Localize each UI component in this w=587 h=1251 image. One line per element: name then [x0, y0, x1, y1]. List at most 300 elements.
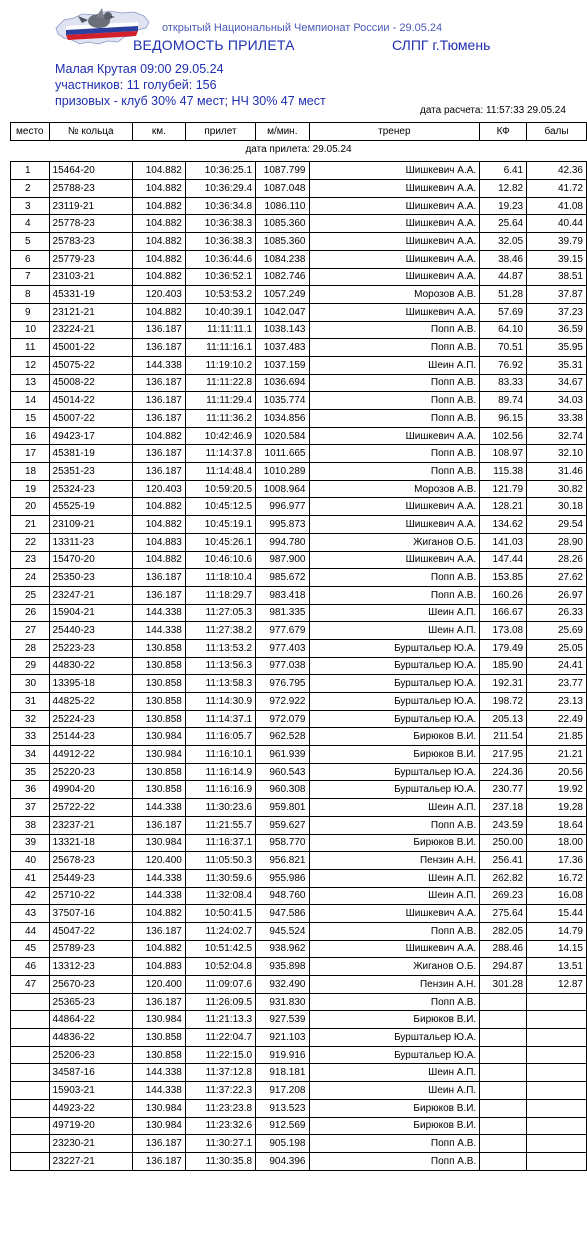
cell-arrival-time: 11:11:16.1: [185, 339, 255, 357]
cell-km: 104.882: [133, 516, 186, 534]
cell-score: 17.36: [527, 852, 587, 870]
prizes-info: призовых - клуб 30% 47 мест; НЧ 30% 47 мест: [55, 94, 326, 108]
cell-kf: 38.46: [480, 250, 527, 268]
cell-kf: 192.31: [480, 675, 527, 693]
cell-kf: 102.56: [480, 427, 527, 445]
cell-kf: 147.44: [480, 551, 527, 569]
cell-arrival-time: 10:42:46.9: [185, 427, 255, 445]
cell-score: 12.87: [527, 976, 587, 994]
cell-score: 37.87: [527, 286, 587, 304]
cell-ring-number: 25206-23: [49, 1046, 132, 1064]
cell-ring-number: 23237-21: [49, 816, 132, 834]
table-row: [11, 286, 587, 304]
cell-kf: 205.13: [480, 710, 527, 728]
cell-score: 26.97: [527, 586, 587, 604]
cell-place: 39: [11, 834, 50, 852]
cell-place: 23: [11, 551, 50, 569]
cell-score: 32.10: [527, 445, 587, 463]
cell-km: 130.984: [133, 728, 186, 746]
table-row: [11, 321, 587, 339]
cell-speed: 948.760: [256, 887, 309, 905]
cell-score: [527, 993, 587, 1011]
cell-trainer: Бурштальер Ю.А.: [309, 710, 480, 728]
table-row: [11, 1152, 587, 1170]
cell-ring-number: 15904-21: [49, 604, 132, 622]
cell-score: 38.51: [527, 268, 587, 286]
cell-trainer: Попп А.В.: [309, 569, 480, 587]
cell-kf: [480, 1099, 527, 1117]
cell-kf: 141.03: [480, 533, 527, 551]
cell-arrival-time: 11:26:09.5: [185, 993, 255, 1011]
cell-place: 35: [11, 763, 50, 781]
table-row: [11, 445, 587, 463]
cell-km: 104.883: [133, 958, 186, 976]
cell-ring-number: 25223-23: [49, 639, 132, 657]
cell-score: 19.92: [527, 781, 587, 799]
cell-place: 46: [11, 958, 50, 976]
cell-trainer: Шишкевич А.А.: [309, 303, 480, 321]
club-name: СЛПГ г.Тюмень: [392, 37, 491, 53]
cell-ring-number: 44825-22: [49, 693, 132, 711]
cell-place: 2: [11, 180, 50, 198]
cell-place: 20: [11, 498, 50, 516]
cell-arrival-time: 10:59:20.5: [185, 480, 255, 498]
cell-ring-number: 25351-23: [49, 463, 132, 481]
cell-arrival-time: 11:22:04.7: [185, 1029, 255, 1047]
cell-trainer: Пензин А.Н.: [309, 976, 480, 994]
cell-speed: 1036.694: [256, 374, 309, 392]
cell-kf: 96.15: [480, 410, 527, 428]
cell-score: 25.69: [527, 622, 587, 640]
cell-kf: 179.49: [480, 639, 527, 657]
cell-trainer: Бурштальер Ю.А.: [309, 675, 480, 693]
cell-arrival-time: 11:27:05.3: [185, 604, 255, 622]
cell-kf: [480, 1046, 527, 1064]
cell-trainer: Шеин А.П.: [309, 622, 480, 640]
cell-kf: 83.33: [480, 374, 527, 392]
column-header-kf: КФ: [480, 123, 527, 141]
cell-km: 130.858: [133, 675, 186, 693]
cell-trainer: Бирюков В.И.: [309, 834, 480, 852]
cell-kf: 32.05: [480, 233, 527, 251]
cell-ring-number: 37507-16: [49, 905, 132, 923]
cell-place: 40: [11, 852, 50, 870]
cell-speed: 977.679: [256, 622, 309, 640]
cell-km: 120.403: [133, 480, 186, 498]
cell-km: 144.338: [133, 1064, 186, 1082]
cell-arrival-time: 10:53:53.2: [185, 286, 255, 304]
cell-arrival-time: 11:19:10.2: [185, 356, 255, 374]
cell-speed: 995.873: [256, 516, 309, 534]
cell-place: 22: [11, 533, 50, 551]
cell-score: [527, 1117, 587, 1135]
cell-place: 38: [11, 816, 50, 834]
cell-ring-number: 44864-22: [49, 1011, 132, 1029]
cell-arrival-time: 11:11:11.1: [185, 321, 255, 339]
cell-place: 7: [11, 268, 50, 286]
cell-speed: 945.524: [256, 922, 309, 940]
cell-km: 130.984: [133, 1117, 186, 1135]
cell-place: 27: [11, 622, 50, 640]
cell-km: 136.187: [133, 321, 186, 339]
cell-kf: 44.87: [480, 268, 527, 286]
cell-score: 21.21: [527, 746, 587, 764]
table-row: [11, 427, 587, 445]
cell-trainer: Шишкевич А.А.: [309, 427, 480, 445]
table-row: [11, 799, 587, 817]
cell-ring-number: 45047-22: [49, 922, 132, 940]
cell-km: 144.338: [133, 622, 186, 640]
cell-kf: 51.28: [480, 286, 527, 304]
table-row: [11, 374, 587, 392]
cell-km: 136.187: [133, 993, 186, 1011]
cell-trainer: Шишкевич А.А.: [309, 940, 480, 958]
cell-arrival-time: 10:36:52.1: [185, 268, 255, 286]
cell-km: 104.882: [133, 551, 186, 569]
table-header-row: [11, 123, 587, 141]
cell-speed: 1086.110: [256, 197, 309, 215]
cell-score: 39.15: [527, 250, 587, 268]
cell-kf: 57.69: [480, 303, 527, 321]
cell-ring-number: 25678-23: [49, 852, 132, 870]
cell-speed: 927.539: [256, 1011, 309, 1029]
cell-score: 28.90: [527, 533, 587, 551]
cell-ring-number: 25324-23: [49, 480, 132, 498]
cell-place: 34: [11, 746, 50, 764]
cell-score: 15.44: [527, 905, 587, 923]
table-row: [11, 356, 587, 374]
cell-ring-number: 25789-23: [49, 940, 132, 958]
cell-score: 30.82: [527, 480, 587, 498]
cell-kf: 269.23: [480, 887, 527, 905]
cell-trainer: Попп А.В.: [309, 392, 480, 410]
cell-speed: 1057.249: [256, 286, 309, 304]
cell-trainer: Шеин А.П.: [309, 1064, 480, 1082]
cell-speed: 1082.746: [256, 268, 309, 286]
cell-ring-number: 25710-22: [49, 887, 132, 905]
cell-score: 30.18: [527, 498, 587, 516]
cell-trainer: Пензин А.Н.: [309, 852, 480, 870]
cell-trainer: Шеин А.П.: [309, 356, 480, 374]
cell-arrival-time: 10:36:34.8: [185, 197, 255, 215]
table-row: [11, 410, 587, 428]
cell-arrival-time: 11:14:37.1: [185, 710, 255, 728]
cell-speed: 981.335: [256, 604, 309, 622]
cell-place: 42: [11, 887, 50, 905]
cell-score: 14.79: [527, 922, 587, 940]
cell-place: 9: [11, 303, 50, 321]
cell-arrival-time: 10:36:29.4: [185, 180, 255, 198]
table-row: [11, 480, 587, 498]
cell-place: 13: [11, 374, 50, 392]
cell-ring-number: 23121-21: [49, 303, 132, 321]
cell-arrival-time: 11:11:36.2: [185, 410, 255, 428]
cell-place: 36: [11, 781, 50, 799]
table-row: [11, 1029, 587, 1047]
cell-arrival-time: 11:23:23.8: [185, 1099, 255, 1117]
cell-trainer: Попп А.В.: [309, 410, 480, 428]
cell-score: 25.05: [527, 639, 587, 657]
cell-km: 104.883: [133, 533, 186, 551]
cell-arrival-time: 10:46:10.6: [185, 551, 255, 569]
cell-trainer: Шишкевич А.А.: [309, 498, 480, 516]
cell-speed: 972.922: [256, 693, 309, 711]
cell-speed: 913.523: [256, 1099, 309, 1117]
table-row: [11, 268, 587, 286]
cell-place: [11, 1099, 50, 1117]
cell-arrival-time: 11:13:58.3: [185, 675, 255, 693]
cell-arrival-time: 10:40:39.1: [185, 303, 255, 321]
cell-km: 136.187: [133, 922, 186, 940]
cell-km: 104.882: [133, 250, 186, 268]
cell-km: 130.984: [133, 834, 186, 852]
cell-trainer: Шишкевич А.А.: [309, 551, 480, 569]
cell-trainer: Бирюков В.И.: [309, 728, 480, 746]
cell-place: 43: [11, 905, 50, 923]
table-row: [11, 197, 587, 215]
cell-ring-number: 13312-23: [49, 958, 132, 976]
cell-arrival-time: 10:45:19.1: [185, 516, 255, 534]
cell-arrival-time: 11:22:15.0: [185, 1046, 255, 1064]
cell-arrival-time: 11:14:30.9: [185, 693, 255, 711]
cell-km: 144.338: [133, 887, 186, 905]
cell-speed: 987.900: [256, 551, 309, 569]
cell-speed: 935.898: [256, 958, 309, 976]
cell-arrival-time: 11:13:53.2: [185, 639, 255, 657]
cell-ring-number: 25783-23: [49, 233, 132, 251]
cell-km: 130.858: [133, 693, 186, 711]
cell-place: 14: [11, 392, 50, 410]
cell-place: 41: [11, 869, 50, 887]
cell-speed: 1038.143: [256, 321, 309, 339]
cell-place: [11, 1046, 50, 1064]
cell-ring-number: 13321-18: [49, 834, 132, 852]
cell-score: 22.49: [527, 710, 587, 728]
cell-score: 23.77: [527, 675, 587, 693]
cell-ring-number: 45075-22: [49, 356, 132, 374]
cell-score: 31.46: [527, 463, 587, 481]
cell-ring-number: 13395-18: [49, 675, 132, 693]
cell-km: 136.187: [133, 1152, 186, 1170]
cell-trainer: Шеин А.П.: [309, 869, 480, 887]
cell-km: 130.984: [133, 1099, 186, 1117]
cell-arrival-time: 11:16:16.9: [185, 781, 255, 799]
cell-score: 14.15: [527, 940, 587, 958]
cell-place: 12: [11, 356, 50, 374]
cell-kf: [480, 1082, 527, 1100]
cell-place: 1: [11, 162, 50, 180]
cell-place: 8: [11, 286, 50, 304]
cell-arrival-time: 10:36:44.6: [185, 250, 255, 268]
cell-score: [527, 1046, 587, 1064]
cell-trainer: Шишкевич А.А.: [309, 233, 480, 251]
cell-kf: [480, 1064, 527, 1082]
column-header-speed: м/мин.: [256, 123, 309, 141]
cell-kf: 256.41: [480, 852, 527, 870]
cell-arrival-time: 11:18:29.7: [185, 586, 255, 604]
cell-place: [11, 1152, 50, 1170]
arrival-date-row: [11, 140, 587, 158]
cell-kf: 243.59: [480, 816, 527, 834]
cell-score: 35.95: [527, 339, 587, 357]
cell-kf: 262.82: [480, 869, 527, 887]
cell-trainer: Морозов А.В.: [309, 286, 480, 304]
cell-score: 39.79: [527, 233, 587, 251]
cell-kf: 115.38: [480, 463, 527, 481]
cell-score: 34.67: [527, 374, 587, 392]
cell-kf: 217.95: [480, 746, 527, 764]
cell-score: [527, 1152, 587, 1170]
cell-km: 130.858: [133, 657, 186, 675]
column-header-score: балы: [527, 123, 587, 141]
cell-kf: 121.79: [480, 480, 527, 498]
cell-trainer: Бирюков В.И.: [309, 1011, 480, 1029]
cell-km: 130.858: [133, 639, 186, 657]
cell-ring-number: 25788-23: [49, 180, 132, 198]
participants-info: участников: 11 голубей: 156: [55, 78, 217, 92]
cell-ring-number: 25722-22: [49, 799, 132, 817]
cell-place: 25: [11, 586, 50, 604]
cell-trainer: Попп А.В.: [309, 339, 480, 357]
cell-arrival-time: 11:37:22.3: [185, 1082, 255, 1100]
cell-km: 104.882: [133, 427, 186, 445]
cell-trainer: Бурштальер Ю.А.: [309, 639, 480, 657]
cell-kf: 153.85: [480, 569, 527, 587]
cell-arrival-time: 11:05:50.3: [185, 852, 255, 870]
table-row: [11, 710, 587, 728]
table-row: [11, 869, 587, 887]
cell-ring-number: 25670-23: [49, 976, 132, 994]
cell-place: [11, 1064, 50, 1082]
cell-place: [11, 1029, 50, 1047]
cell-trainer: Шеин А.П.: [309, 799, 480, 817]
cell-km: 144.338: [133, 604, 186, 622]
cell-place: [11, 1011, 50, 1029]
cell-kf: [480, 1117, 527, 1135]
cell-speed: 918.181: [256, 1064, 309, 1082]
cell-km: 144.338: [133, 356, 186, 374]
cell-trainer: Попп А.В.: [309, 586, 480, 604]
cell-place: [11, 993, 50, 1011]
cell-arrival-time: 10:36:38.3: [185, 215, 255, 233]
cell-trainer: Шишкевич А.А.: [309, 250, 480, 268]
cell-score: 42.36: [527, 162, 587, 180]
cell-speed: 1085.360: [256, 215, 309, 233]
cell-ring-number: 15464-20: [49, 162, 132, 180]
cell-kf: 19.23: [480, 197, 527, 215]
calculation-date: дата расчета: 11:57:33 29.05.24: [420, 105, 566, 116]
cell-place: 19: [11, 480, 50, 498]
cell-score: 26.33: [527, 604, 587, 622]
cell-ring-number: 25779-23: [49, 250, 132, 268]
cell-speed: 1087.799: [256, 162, 309, 180]
cell-kf: 64.10: [480, 321, 527, 339]
cell-arrival-time: 11:09:07.6: [185, 976, 255, 994]
cell-kf: 108.97: [480, 445, 527, 463]
cell-trainer: Шишкевич А.А.: [309, 516, 480, 534]
cell-speed: 996.977: [256, 498, 309, 516]
cell-ring-number: 23109-21: [49, 516, 132, 534]
cell-km: 130.858: [133, 763, 186, 781]
cell-kf: [480, 1029, 527, 1047]
cell-trainer: Шеин А.П.: [309, 887, 480, 905]
cell-arrival-time: 10:52:04.8: [185, 958, 255, 976]
cell-ring-number: 44923-22: [49, 1099, 132, 1117]
cell-place: 44: [11, 922, 50, 940]
cell-ring-number: 45381-19: [49, 445, 132, 463]
cell-speed: 994.780: [256, 533, 309, 551]
cell-ring-number: 25144-23: [49, 728, 132, 746]
cell-kf: 70.51: [480, 339, 527, 357]
cell-kf: 173.08: [480, 622, 527, 640]
cell-speed: 983.418: [256, 586, 309, 604]
cell-km: 130.858: [133, 1029, 186, 1047]
cell-arrival-time: 11:11:29.4: [185, 392, 255, 410]
cell-speed: 959.801: [256, 799, 309, 817]
column-header-trainer: тренер: [309, 123, 480, 141]
cell-ring-number: 15470-20: [49, 551, 132, 569]
table-row: [11, 1117, 587, 1135]
cell-ring-number: 23230-21: [49, 1135, 132, 1153]
table-row: [11, 693, 587, 711]
cell-arrival-time: 11:23:32.6: [185, 1117, 255, 1135]
cell-place: 33: [11, 728, 50, 746]
race-info: Малая Крутая 09:00 29.05.24: [55, 62, 224, 76]
cell-ring-number: 23119-21: [49, 197, 132, 215]
cell-score: 19.28: [527, 799, 587, 817]
cell-arrival-time: 10:36:25.1: [185, 162, 255, 180]
table-row: [11, 463, 587, 481]
table-row: [11, 639, 587, 657]
cell-score: 13.51: [527, 958, 587, 976]
table-row: [11, 816, 587, 834]
table-row: [11, 162, 587, 180]
column-header-km: км.: [133, 123, 186, 141]
cell-arrival-time: 11:30:35.8: [185, 1152, 255, 1170]
cell-arrival-time: 10:50:41.5: [185, 905, 255, 923]
cell-km: 136.187: [133, 816, 186, 834]
cell-kf: 294.87: [480, 958, 527, 976]
cell-trainer: Попп А.В.: [309, 445, 480, 463]
cell-speed: 1037.483: [256, 339, 309, 357]
cell-place: [11, 1117, 50, 1135]
cell-speed: 960.308: [256, 781, 309, 799]
cell-ring-number: 49423-17: [49, 427, 132, 445]
cell-speed: 1084.238: [256, 250, 309, 268]
cell-place: 29: [11, 657, 50, 675]
cell-kf: 134.62: [480, 516, 527, 534]
cell-ring-number: 23224-21: [49, 321, 132, 339]
cell-arrival-time: 10:45:12.5: [185, 498, 255, 516]
table-row: [11, 834, 587, 852]
cell-trainer: Бурштальер Ю.А.: [309, 693, 480, 711]
cell-speed: 1034.856: [256, 410, 309, 428]
championship-title: открытый Национальный Чемпионат России - 29.05.24: [162, 22, 443, 34]
cell-kf: 275.64: [480, 905, 527, 923]
cell-km: 120.403: [133, 286, 186, 304]
column-header-place: место: [11, 123, 50, 141]
cell-score: 21.85: [527, 728, 587, 746]
cell-score: 23.13: [527, 693, 587, 711]
cell-score: 16.72: [527, 869, 587, 887]
cell-place: 3: [11, 197, 50, 215]
cell-arrival-time: 11:21:55.7: [185, 816, 255, 834]
cell-kf: 160.26: [480, 586, 527, 604]
table-row: [11, 940, 587, 958]
cell-km: 136.187: [133, 1135, 186, 1153]
cell-score: [527, 1011, 587, 1029]
cell-ring-number: 25224-23: [49, 710, 132, 728]
